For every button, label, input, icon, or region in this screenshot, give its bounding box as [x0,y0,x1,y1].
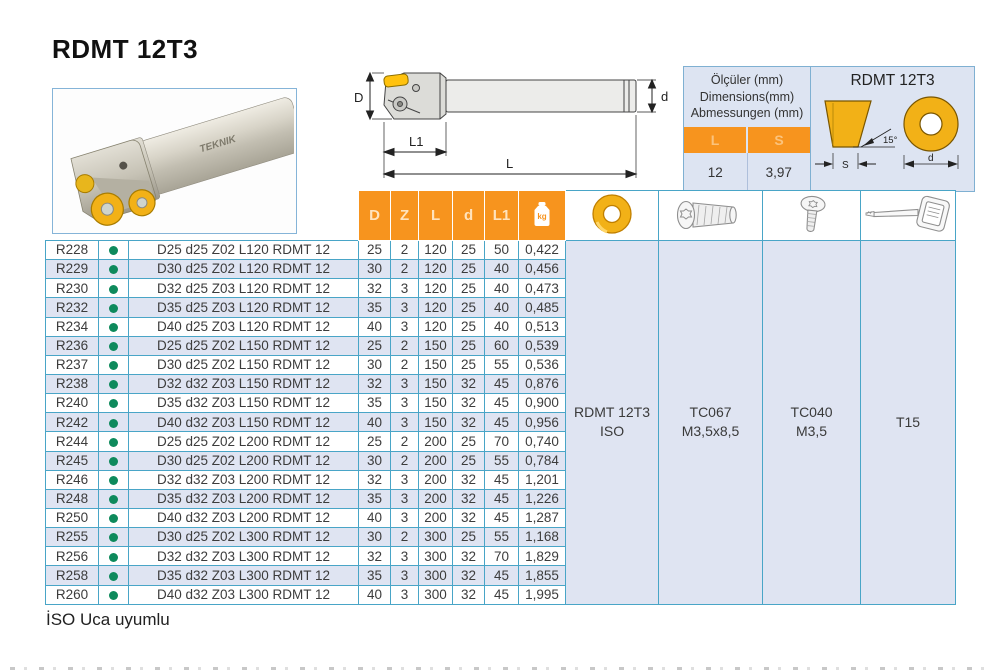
header-driver-image [861,191,956,241]
row-d: 25 [453,355,485,374]
row-stock [99,374,129,393]
row-code: R229 [46,260,99,279]
row-d: 32 [453,470,485,489]
row-Z: 3 [391,585,419,604]
header-screw2-image [763,191,861,241]
stock-dot-icon [109,553,118,562]
row-code: R248 [46,489,99,508]
row-kg: 0,456 [519,260,566,279]
row-L: 150 [419,413,453,432]
row-stock [99,528,129,547]
row-L1: 40 [485,298,519,317]
row-stock [99,566,129,585]
row-Z: 3 [391,317,419,336]
header-L1: L1 [485,191,519,241]
row-d: 25 [453,451,485,470]
row-stock [99,413,129,432]
row-L: 120 [419,317,453,336]
row-L: 120 [419,260,453,279]
dimensions-values [684,153,810,191]
stock-dot-icon [109,514,118,523]
row-d: 32 [453,413,485,432]
table-body [46,241,956,605]
row-stock [99,336,129,355]
row-code: R237 [46,355,99,374]
row-L1: 55 [485,451,519,470]
row-L1: 55 [485,355,519,374]
row-stock [99,470,129,489]
row-D: 35 [359,394,391,413]
dimensions-header-tr: Ölçüler (mm) [710,72,784,87]
stock-dot-icon [109,591,118,600]
row-description: D32 d32 Z03 L200 RDMT 12 [129,470,359,489]
row-L1: 45 [485,374,519,393]
row-Z: 2 [391,241,419,260]
row-code: R232 [46,298,99,317]
row-description: D32 d32 Z03 L150 RDMT 12 [129,374,359,393]
row-d: 25 [453,279,485,298]
row-description: D30 d25 Z02 L120 RDMT 12 [129,260,359,279]
row-D: 30 [359,451,391,470]
row-stock [99,508,129,527]
row-code: R236 [46,336,99,355]
insert-on-drawing-icon [383,74,408,88]
row-d: 25 [453,528,485,547]
row-stock [99,298,129,317]
stock-dot-icon [109,342,118,351]
dim-label-D: D [354,90,364,105]
row-L: 300 [419,547,453,566]
row-L1: 70 [485,432,519,451]
row-D: 35 [359,566,391,585]
row-stock [99,394,129,413]
row-description: D32 d32 Z03 L300 RDMT 12 [129,547,359,566]
row-code: R230 [46,279,99,298]
row-description: D40 d25 Z03 L120 RDMT 12 [129,317,359,336]
screw-tc040-icon [784,192,840,236]
row-kg: 1,201 [519,470,566,489]
row-L1: 50 [485,241,519,260]
row-Z: 3 [391,547,419,566]
row-D: 40 [359,585,391,604]
row-L: 200 [419,508,453,527]
dim-label-d: d [661,89,669,104]
row-Z: 3 [391,508,419,527]
row-stock [99,355,129,374]
row-D: 25 [359,432,391,451]
row-D: 25 [359,241,391,260]
row-kg: 0,876 [519,374,566,393]
row-description: D35 d32 Z03 L200 RDMT 12 [129,489,359,508]
row-description: D32 d25 Z03 L120 RDMT 12 [129,279,359,298]
dim-label-L1: L1 [409,134,424,149]
row-stock [99,489,129,508]
row-code: R242 [46,413,99,432]
row-L: 300 [419,585,453,604]
row-D: 32 [359,470,391,489]
dimensions-column-headers [684,127,810,153]
row-d: 25 [453,432,485,451]
stock-dot-icon [109,572,118,581]
row-d: 32 [453,374,485,393]
stock-dot-icon [109,399,118,408]
row-stock [99,547,129,566]
tool-drawing [328,60,680,190]
stock-dot-icon [109,438,118,447]
header-weight [519,191,566,241]
row-L: 120 [419,241,453,260]
row-d: 32 [453,566,485,585]
row-Z: 3 [391,489,419,508]
row-L: 300 [419,528,453,547]
row-description: D35 d32 Z03 L150 RDMT 12 [129,394,359,413]
row-code: R255 [46,528,99,547]
row-stock [99,317,129,336]
stock-dot-icon [109,265,118,274]
row-code: R234 [46,317,99,336]
row-L1: 40 [485,260,519,279]
dimensions-header [684,67,810,127]
table-row [46,241,956,260]
row-description: D30 d25 Z02 L200 RDMT 12 [129,451,359,470]
row-code: R258 [46,566,99,585]
row-Z: 2 [391,336,419,355]
row-L1: 45 [485,585,519,604]
row-kg: 0,784 [519,451,566,470]
tool-drawing-svg [328,60,680,190]
row-L1: 45 [485,566,519,585]
row-L1: 60 [485,336,519,355]
row-kg: 1,287 [519,508,566,527]
insert-dimensions-table [684,67,811,191]
stock-dot-icon [109,533,118,542]
stock-dot-icon [109,457,118,466]
row-Z: 3 [391,374,419,393]
row-description: D35 d32 Z03 L300 RDMT 12 [129,566,359,585]
stock-dot-icon [109,476,118,485]
stock-dot-icon [109,323,118,332]
row-L: 150 [419,355,453,374]
stock-dot-icon [109,361,118,370]
row-Z: 3 [391,298,419,317]
row-kg: 0,539 [519,336,566,355]
row-D: 30 [359,528,391,547]
row-d: 25 [453,298,485,317]
weight-kg-icon [532,201,552,227]
stock-dot-icon [109,304,118,313]
header-insert-image [566,191,659,241]
row-code: R246 [46,470,99,489]
round-insert-icon [584,192,640,236]
dim-col-S: S [748,127,810,153]
insert-drawing-panel [811,67,974,191]
row-D: 35 [359,298,391,317]
row-stock [99,279,129,298]
row-kg: 1,855 [519,566,566,585]
row-L: 200 [419,489,453,508]
stock-dot-icon [109,285,118,294]
row-description: D30 d25 Z02 L300 RDMT 12 [129,528,359,547]
footer-note: İSO Uca uyumlu [46,610,170,629]
row-kg: 0,513 [519,317,566,336]
row-L1: 70 [485,547,519,566]
header-Z: Z [391,191,419,241]
row-D: 40 [359,508,391,527]
row-code: R245 [46,451,99,470]
row-stock [99,451,129,470]
row-description: D40 d32 Z03 L300 RDMT 12 [129,585,359,604]
row-L: 300 [419,566,453,585]
row-code: R256 [46,547,99,566]
dim-col-L: L [684,127,746,153]
row-Z: 3 [391,394,419,413]
row-code: R240 [46,394,99,413]
row-kg: 0,536 [519,355,566,374]
row-Z: 2 [391,432,419,451]
row-d: 32 [453,508,485,527]
dim-label-L: L [506,156,514,171]
row-code: R238 [46,374,99,393]
dim-value-L: 12 [684,153,748,191]
row-kg: 0,900 [519,394,566,413]
dimensions-header-de: Abmessungen (mm) [690,106,804,121]
insert-title: RDMT 12T3 [850,72,935,89]
row-stock [99,432,129,451]
row-description: D40 d32 Z03 L200 RDMT 12 [129,508,359,527]
torx-driver-icon [862,192,954,236]
row-kg: 1,168 [519,528,566,547]
row-D: 30 [359,355,391,374]
row-Z: 3 [391,470,419,489]
row-L: 150 [419,374,453,393]
row-D: 25 [359,336,391,355]
dimensions-header-en: Dimensions(mm) [699,89,795,104]
header-D: D [359,191,391,241]
row-L: 150 [419,336,453,355]
row-d: 25 [453,317,485,336]
row-L: 200 [419,432,453,451]
row-L1: 55 [485,528,519,547]
row-kg: 1,995 [519,585,566,604]
screw-tc067-icon [667,192,755,236]
row-Z: 3 [391,279,419,298]
row-L: 200 [419,451,453,470]
row-D: 40 [359,317,391,336]
row-Z: 2 [391,528,419,547]
row-description: D30 d25 Z02 L150 RDMT 12 [129,355,359,374]
row-description: D40 d32 Z03 L150 RDMT 12 [129,413,359,432]
row-d: 25 [453,336,485,355]
row-L: 200 [419,470,453,489]
row-stock [99,585,129,604]
row-Z: 3 [391,566,419,585]
page-title: RDMT 12T3 [52,34,199,64]
stock-dot-icon [109,380,118,389]
row-D: 35 [359,489,391,508]
stock-dot-icon [109,495,118,504]
row-kg: 0,956 [519,413,566,432]
row-L1: 45 [485,394,519,413]
row-d: 32 [453,547,485,566]
accessory-cell-0: RDMT 12T3 ISO [566,241,659,605]
cropped-text-marks [10,667,990,670]
accessory-cell-2: TC040 M3,5 [763,241,861,605]
row-D: 32 [359,374,391,393]
row-Z: 2 [391,355,419,374]
row-Z: 2 [391,260,419,279]
insert-views-drawing [811,95,974,191]
row-kg: 0,422 [519,241,566,260]
row-L: 150 [419,394,453,413]
row-d: 25 [453,260,485,279]
row-description: D25 d25 Z02 L150 RDMT 12 [129,336,359,355]
accessory-cell-3: T15 [861,241,956,605]
row-kg: 1,226 [519,489,566,508]
svg-text:TEKNIK: TEKNIK [198,133,238,156]
row-L1: 45 [485,489,519,508]
row-kg: 1,829 [519,547,566,566]
row-D: 40 [359,413,391,432]
row-d: 32 [453,585,485,604]
row-L1: 45 [485,470,519,489]
row-D: 30 [359,260,391,279]
row-description: D25 d25 Z02 L120 RDMT 12 [129,241,359,260]
row-code: R228 [46,241,99,260]
row-L: 120 [419,279,453,298]
product-table [45,190,956,605]
row-code: R250 [46,508,99,527]
row-L: 120 [419,298,453,317]
row-kg: 0,740 [519,432,566,451]
row-L1: 40 [485,279,519,298]
row-Z: 3 [391,413,419,432]
row-stock [99,260,129,279]
row-D: 32 [359,279,391,298]
header-blank-cell [46,191,359,241]
row-kg: 0,473 [519,279,566,298]
row-L1: 45 [485,508,519,527]
row-d: 32 [453,489,485,508]
row-code: R244 [46,432,99,451]
row-d: 25 [453,241,485,260]
row-description: D25 d25 Z02 L200 RDMT 12 [129,432,359,451]
insert-s-label: S [842,160,849,171]
row-Z: 2 [391,451,419,470]
header-d: d [453,191,485,241]
header-L: L [419,191,453,241]
dim-value-S: 3,97 [765,164,792,180]
row-stock [99,241,129,260]
row-D: 32 [359,547,391,566]
stock-dot-icon [109,246,118,255]
row-description: D35 d25 Z03 L120 RDMT 12 [129,298,359,317]
row-d: 32 [453,394,485,413]
insert-d-label: d [928,153,934,164]
stock-dot-icon [109,419,118,428]
header-screw1-image [659,191,763,241]
svg-text:kg: kg [537,211,547,221]
dimensions-panel [683,66,975,192]
row-L1: 40 [485,317,519,336]
row-kg: 0,485 [519,298,566,317]
row-L1: 45 [485,413,519,432]
table-header-row [46,191,956,241]
accessory-cell-1: TC067 M3,5x8,5 [659,241,763,605]
insert-angle-label: 15° [883,135,898,146]
row-code: R260 [46,585,99,604]
